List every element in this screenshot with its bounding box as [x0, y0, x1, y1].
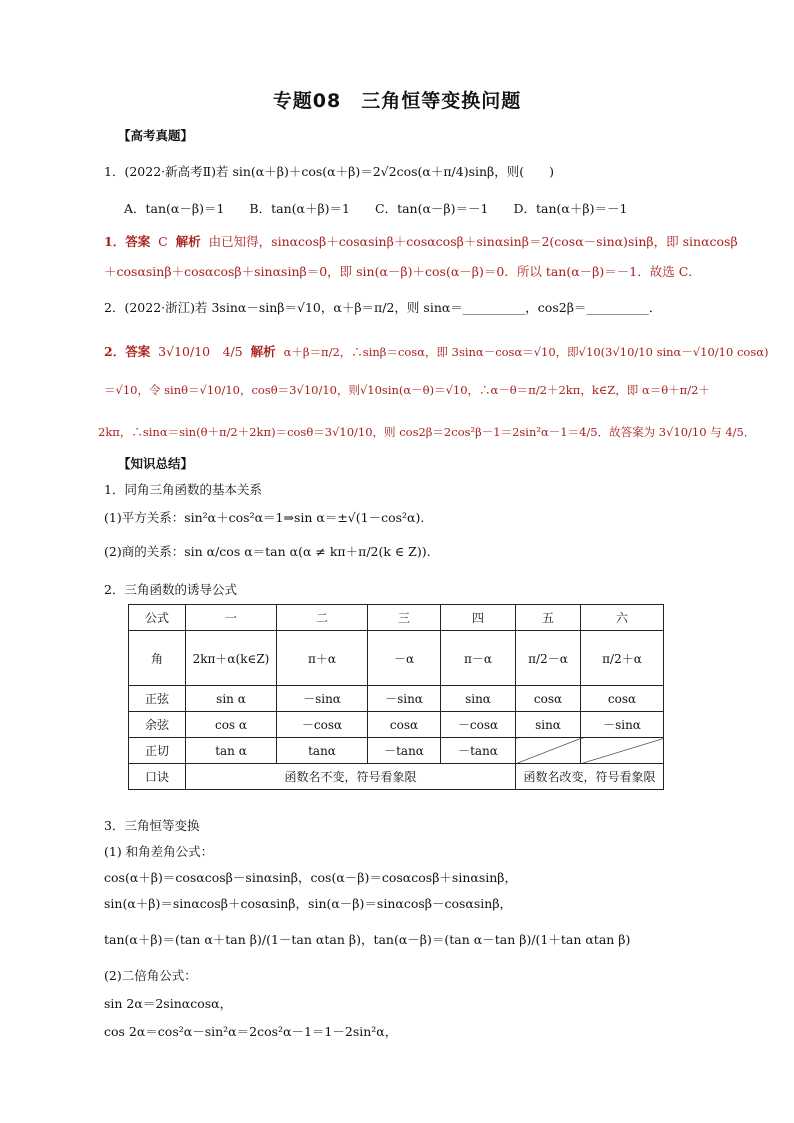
- q1-analysis-label: 解析: [175, 234, 201, 249]
- table-cell: －tanα: [368, 738, 441, 764]
- table-cell: π－α: [441, 631, 516, 686]
- k3-tan-sum: tan(α＋β)＝(tan α＋tan β)/(1－tan αtan β)，tan(α－β)＝(tan α－tan β)/(1＋tan αtan β): [104, 932, 631, 947]
- table-cell: cosα: [368, 712, 441, 738]
- table-cell: π＋α: [277, 631, 368, 686]
- table-mnemonic: 函数名改变，符号看象限: [516, 764, 664, 790]
- table-cell: tanα: [277, 738, 368, 764]
- k3-cos-sum: cos(α＋β)＝cosαcosβ－sinαsinβ，cos(α－β)＝cosαcosβ＋sinαsinβ，: [104, 870, 518, 885]
- q2-answer-line: [104, 342, 768, 360]
- table-cell: sinα: [516, 712, 581, 738]
- table-cell-diagonal: [516, 738, 581, 764]
- table-cell: －sinα: [368, 686, 441, 712]
- table-header-cell: 三: [368, 605, 441, 631]
- section-knowledge-heading: 【知识总结】: [118, 456, 194, 471]
- table-row-label: 正切: [129, 738, 186, 764]
- q2-analysis-label: 解析: [250, 344, 276, 359]
- q2-analysis-2: ＝√10，令 sinθ＝√10/10，cosθ＝3√10/10，则√10sin(α－θ)＝√10，∴α－θ＝π/2＋2kπ，k∈Z，即 α＝θ＋π/2＋: [104, 383, 710, 397]
- q1-analysis-2: ＋cosαsinβ＋cosαcosβ＋sinαsinβ＝0，即 sin(α－β)＋cos(α－β)＝0．所以 tan(α－β)＝－1．故选 C．: [104, 264, 701, 279]
- q1-answer: C: [158, 234, 168, 249]
- table-row: [129, 764, 664, 790]
- q1-analysis-1: 由已知得，sinαcosβ＋cosαsinβ＋cosαcosβ＋sinαsinβ＝2(cosα－sinα)sinβ，即 sinαcosβ: [208, 234, 738, 249]
- induction-formula-table: [128, 604, 664, 790]
- table-cell: －cosα: [277, 712, 368, 738]
- table-row-label: 角: [129, 631, 186, 686]
- k3-sub2: (2)二倍角公式：: [104, 968, 197, 983]
- table-row-label: 正弦: [129, 686, 186, 712]
- table-cell: tan α: [186, 738, 277, 764]
- table-header-row: [129, 605, 664, 631]
- table-header-cell: 公式: [129, 605, 186, 631]
- q2-analysis-1: α＋β＝π/2，∴sinβ＝cosα，即 3sinα－cosα＝√10，即√10(3√10/10 sinα－√10/10 cosα): [283, 345, 769, 359]
- table-cell: －sinα: [581, 712, 664, 738]
- q1-stem: 1．(2022·新高考Ⅱ)若 sin(α＋β)＋cos(α＋β)＝2√2cos(α＋π/4)sinβ，则( ): [104, 164, 555, 179]
- q1-answer-line: [104, 232, 738, 250]
- table-header-cell: 五: [516, 605, 581, 631]
- q2-stem: 2．(2022·浙江)若 3sinα－sinβ＝√10，α＋β＝π/2，则 sinα＝__________，cos2β＝__________．: [104, 300, 662, 315]
- k3-sin-sum: sin(α＋β)＝sinαcosβ＋cosαsinβ，sin(α－β)＝sinαcosβ－cosαsinβ，: [104, 896, 513, 911]
- table-cell: －α: [368, 631, 441, 686]
- k3-sin2: sin 2α＝2sinαcosα，: [104, 996, 233, 1011]
- k1-quotient: (2)商的关系：sin α/cos α＝tan α(α ≠ kπ＋π/2(k ∈ Z)).: [104, 544, 431, 559]
- table-row: [129, 631, 664, 686]
- table-cell: cos α: [186, 712, 277, 738]
- k3-sub1: (1) 和角差角公式：: [104, 844, 214, 859]
- table-cell-diagonal: [581, 738, 664, 764]
- table-row-label: 余弦: [129, 712, 186, 738]
- k3-heading: 3．三角恒等变换: [104, 818, 200, 833]
- table-row: [129, 686, 664, 712]
- table-cell: sinα: [441, 686, 516, 712]
- table-mnemonic: 函数名不变，符号看象限: [186, 764, 516, 790]
- table-header-cell: 二: [277, 605, 368, 631]
- table-cell: －cosα: [441, 712, 516, 738]
- table-header-cell: 六: [581, 605, 664, 631]
- q1-options: A．tan(α－β)＝1 B．tan(α＋β)＝1 C．tan(α－β)＝－1 D．tan(α＋β)＝－1: [124, 201, 628, 216]
- table-row-label: 口诀: [129, 764, 186, 790]
- table-cell: －sinα: [277, 686, 368, 712]
- k3-cos2: cos 2α＝cos²α－sin²α＝2cos²α－1＝1－2sin²α，: [104, 1024, 398, 1039]
- k2-heading: 2．三角函数的诱导公式: [104, 582, 237, 597]
- table-row: [129, 712, 664, 738]
- table-cell: sin α: [186, 686, 277, 712]
- table-cell: cosα: [581, 686, 664, 712]
- k1-heading: 1．同角三角函数的基本关系: [104, 482, 262, 497]
- page-title: 专题08 三角恒等变换问题: [272, 90, 522, 112]
- table-header-cell: 一: [186, 605, 277, 631]
- table-cell: π/2－α: [516, 631, 581, 686]
- q2-analysis-3: 2kπ，∴sinα＝sin(θ＋π/2＋2kπ)＝cosθ＝3√10/10，则 cos2β＝2cos²β－1＝2sin²α－1＝4/5．故答案为 3√10/10 与 4/5．: [98, 425, 756, 439]
- table-cell: π/2＋α: [581, 631, 664, 686]
- section-exam-heading: 【高考真题】: [118, 128, 194, 143]
- table-cell: －tanα: [441, 738, 516, 764]
- q2-answer: 3√10/10 4/5: [158, 344, 243, 359]
- q1-answer-label: 1．答案: [104, 234, 151, 249]
- k1-square: (1)平方关系：sin²α＋cos²α＝1⇒sin α＝±√(1－cos²α).: [104, 510, 425, 525]
- q2-answer-label: 2．答案: [104, 344, 151, 359]
- table-header-cell: 四: [441, 605, 516, 631]
- table-cell: cosα: [516, 686, 581, 712]
- table-cell: 2kπ＋α(k∈Z): [186, 631, 277, 686]
- table-row: [129, 738, 664, 764]
